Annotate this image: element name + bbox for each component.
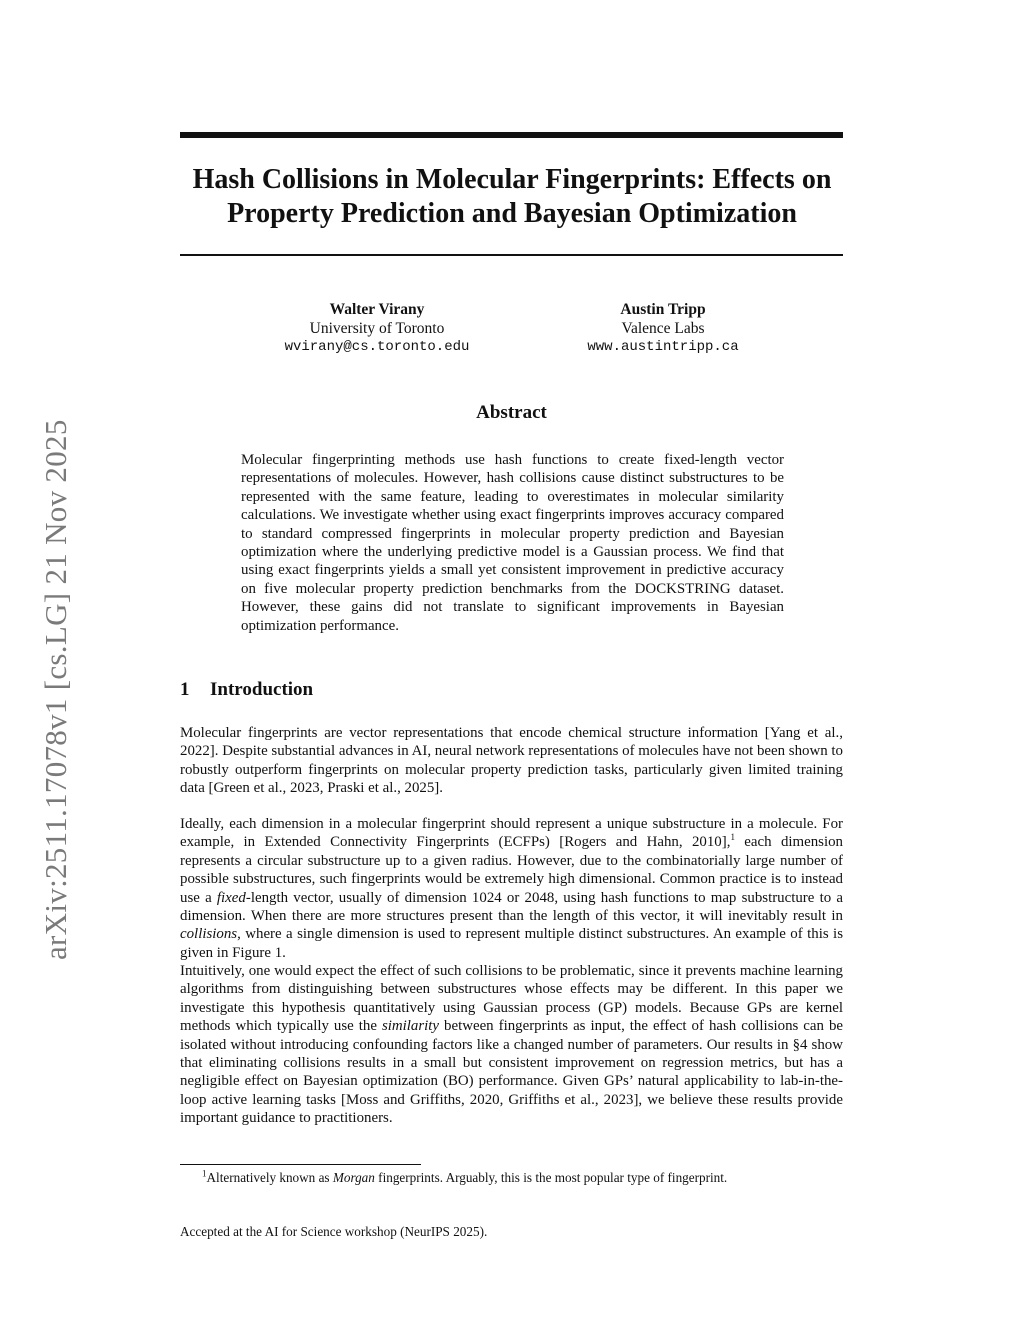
author-website: www.austintripp.ca bbox=[587, 339, 739, 355]
venue-footer: Accepted at the AI for Science workshop (NeurIPS 2025). bbox=[180, 1224, 488, 1239]
author-block-2 bbox=[513, 300, 813, 357]
paragraph-text: Ideally, each dimension in a molecular fingerprint should represent a unique substructure in a molecule. For example, in Extended Connectivity Fingerprints (ECFPs) [Rogers and Hahn, 2010], bbox=[180, 816, 843, 851]
footnote-rule bbox=[180, 1164, 421, 1165]
paragraph-text: , where a single dimension is used to represent multiple distinct substructures. An example of this is given in Figure 1. bbox=[180, 926, 843, 961]
author-affiliation: University of Toronto bbox=[309, 320, 445, 337]
author-name: Walter Virany bbox=[329, 301, 425, 318]
paragraph-text: Intuitively, one would expect the effect of such collisions to be problematic, since it prevents machine learning algorithms from distinguishing between substructures whose effects may be different. In this paper we investigate this hypothesis quantitatively using Gaussian process (GP) models. Because GPs are kernel methods which typically use the bbox=[180, 963, 843, 1035]
footnote bbox=[180, 1170, 843, 1186]
title-line-1: Hash Collisions in Molecular Fingerprints: Effects on bbox=[192, 164, 832, 195]
abstract-text: Molecular fingerprinting methods use hash functions to create fixed-length vector representations of molecules. However, hash collisions cause distinct substructures to be represented with the same feature, leading to overestimates in molecular similarity calculations. We investigate whether using exact fingerprints improves accuracy compared to standard compressed fingerprints in molecular property prediction and Bayesian optimization where the underlying predictive model is a Gaussian process. We find that using exact fingerprints yields a small yet consistent improvement in predictive accuracy on five molecular property prediction benchmarks from the DOCKSTRING dataset. However, these gains did not translate to significant improvements in Bayesian optimization performance. bbox=[241, 452, 784, 634]
author-block-1 bbox=[227, 300, 527, 357]
footnote-text: fingerprints. Arguably, this is the most popular type of fingerprint. bbox=[374, 1170, 728, 1185]
footnote-mark: 1 bbox=[202, 1168, 207, 1179]
intro-paragraph-2 bbox=[180, 815, 843, 962]
intro-paragraph-3 bbox=[180, 962, 843, 1128]
paragraph-text: each dimension represents a circular substructure up to a given radius. However, due to the combinatorially large number of possible substructures, such fingerprints would be extremely high dimensional. Common practice is to instead use a bbox=[180, 834, 843, 906]
author-affiliation: Valence Labs bbox=[621, 320, 705, 337]
emphasis-text: similarity bbox=[381, 1018, 440, 1035]
section-title: Introduction bbox=[210, 679, 314, 700]
emphasis-text: collisions bbox=[180, 926, 238, 943]
emphasis-text: Morgan bbox=[332, 1170, 375, 1185]
author-email: wvirany@cs.toronto.edu bbox=[284, 339, 470, 355]
section-number: 1 bbox=[180, 679, 190, 700]
arxiv-identifier-stamp: arXiv:2511.17078v1 [cs.LG] 21 Nov 2025 bbox=[38, 419, 73, 960]
intro-paragraph-1: Molecular fingerprints are vector representations that encode chemical structure information [Yang et al., 2022]. Despite substantial advances in AI, neural network representations of molecules have not been shown to robustly outperform fingerprints on molecular property prediction tasks, particularly given limited training data [Green et al., 2023, Praski et al., 2025]. bbox=[180, 725, 843, 797]
paragraph-text: between fingerprints as input, the effect of hash collisions can be isolated without introducing confounding factors like a changed number of parameters. Our results in §4 show that eliminating collisions results in a small but consistent improvement on regression metrics, but has a negligible effect on Bayesian optimization (BO) performance. Given GPs’ natural applicability to lab-in-the-loop active learning tasks [Moss and Griffiths, 2020, Griffiths et al., 2023], we believe these results provide important guidance to practitioners. bbox=[180, 1018, 844, 1127]
section-heading-introduction bbox=[180, 679, 313, 701]
title-line-2: Property Prediction and Bayesian Optimization bbox=[227, 198, 797, 229]
title-top-rule bbox=[180, 132, 843, 138]
emphasis-text: fixed bbox=[216, 889, 246, 906]
footnote-text: Alternatively known as bbox=[206, 1170, 333, 1185]
author-name: Austin Tripp bbox=[620, 301, 706, 318]
title-bottom-rule bbox=[180, 254, 843, 256]
paper-title bbox=[150, 163, 874, 231]
abstract-heading: Abstract bbox=[476, 402, 547, 423]
footnote-mark: 1 bbox=[730, 832, 735, 843]
paragraph-text: -length vector, usually of dimension 1024 or 2048, using hash functions to map substructure to a dimension. When there are more structures present than the length of this vector, it will inevitably result in bbox=[180, 889, 844, 925]
